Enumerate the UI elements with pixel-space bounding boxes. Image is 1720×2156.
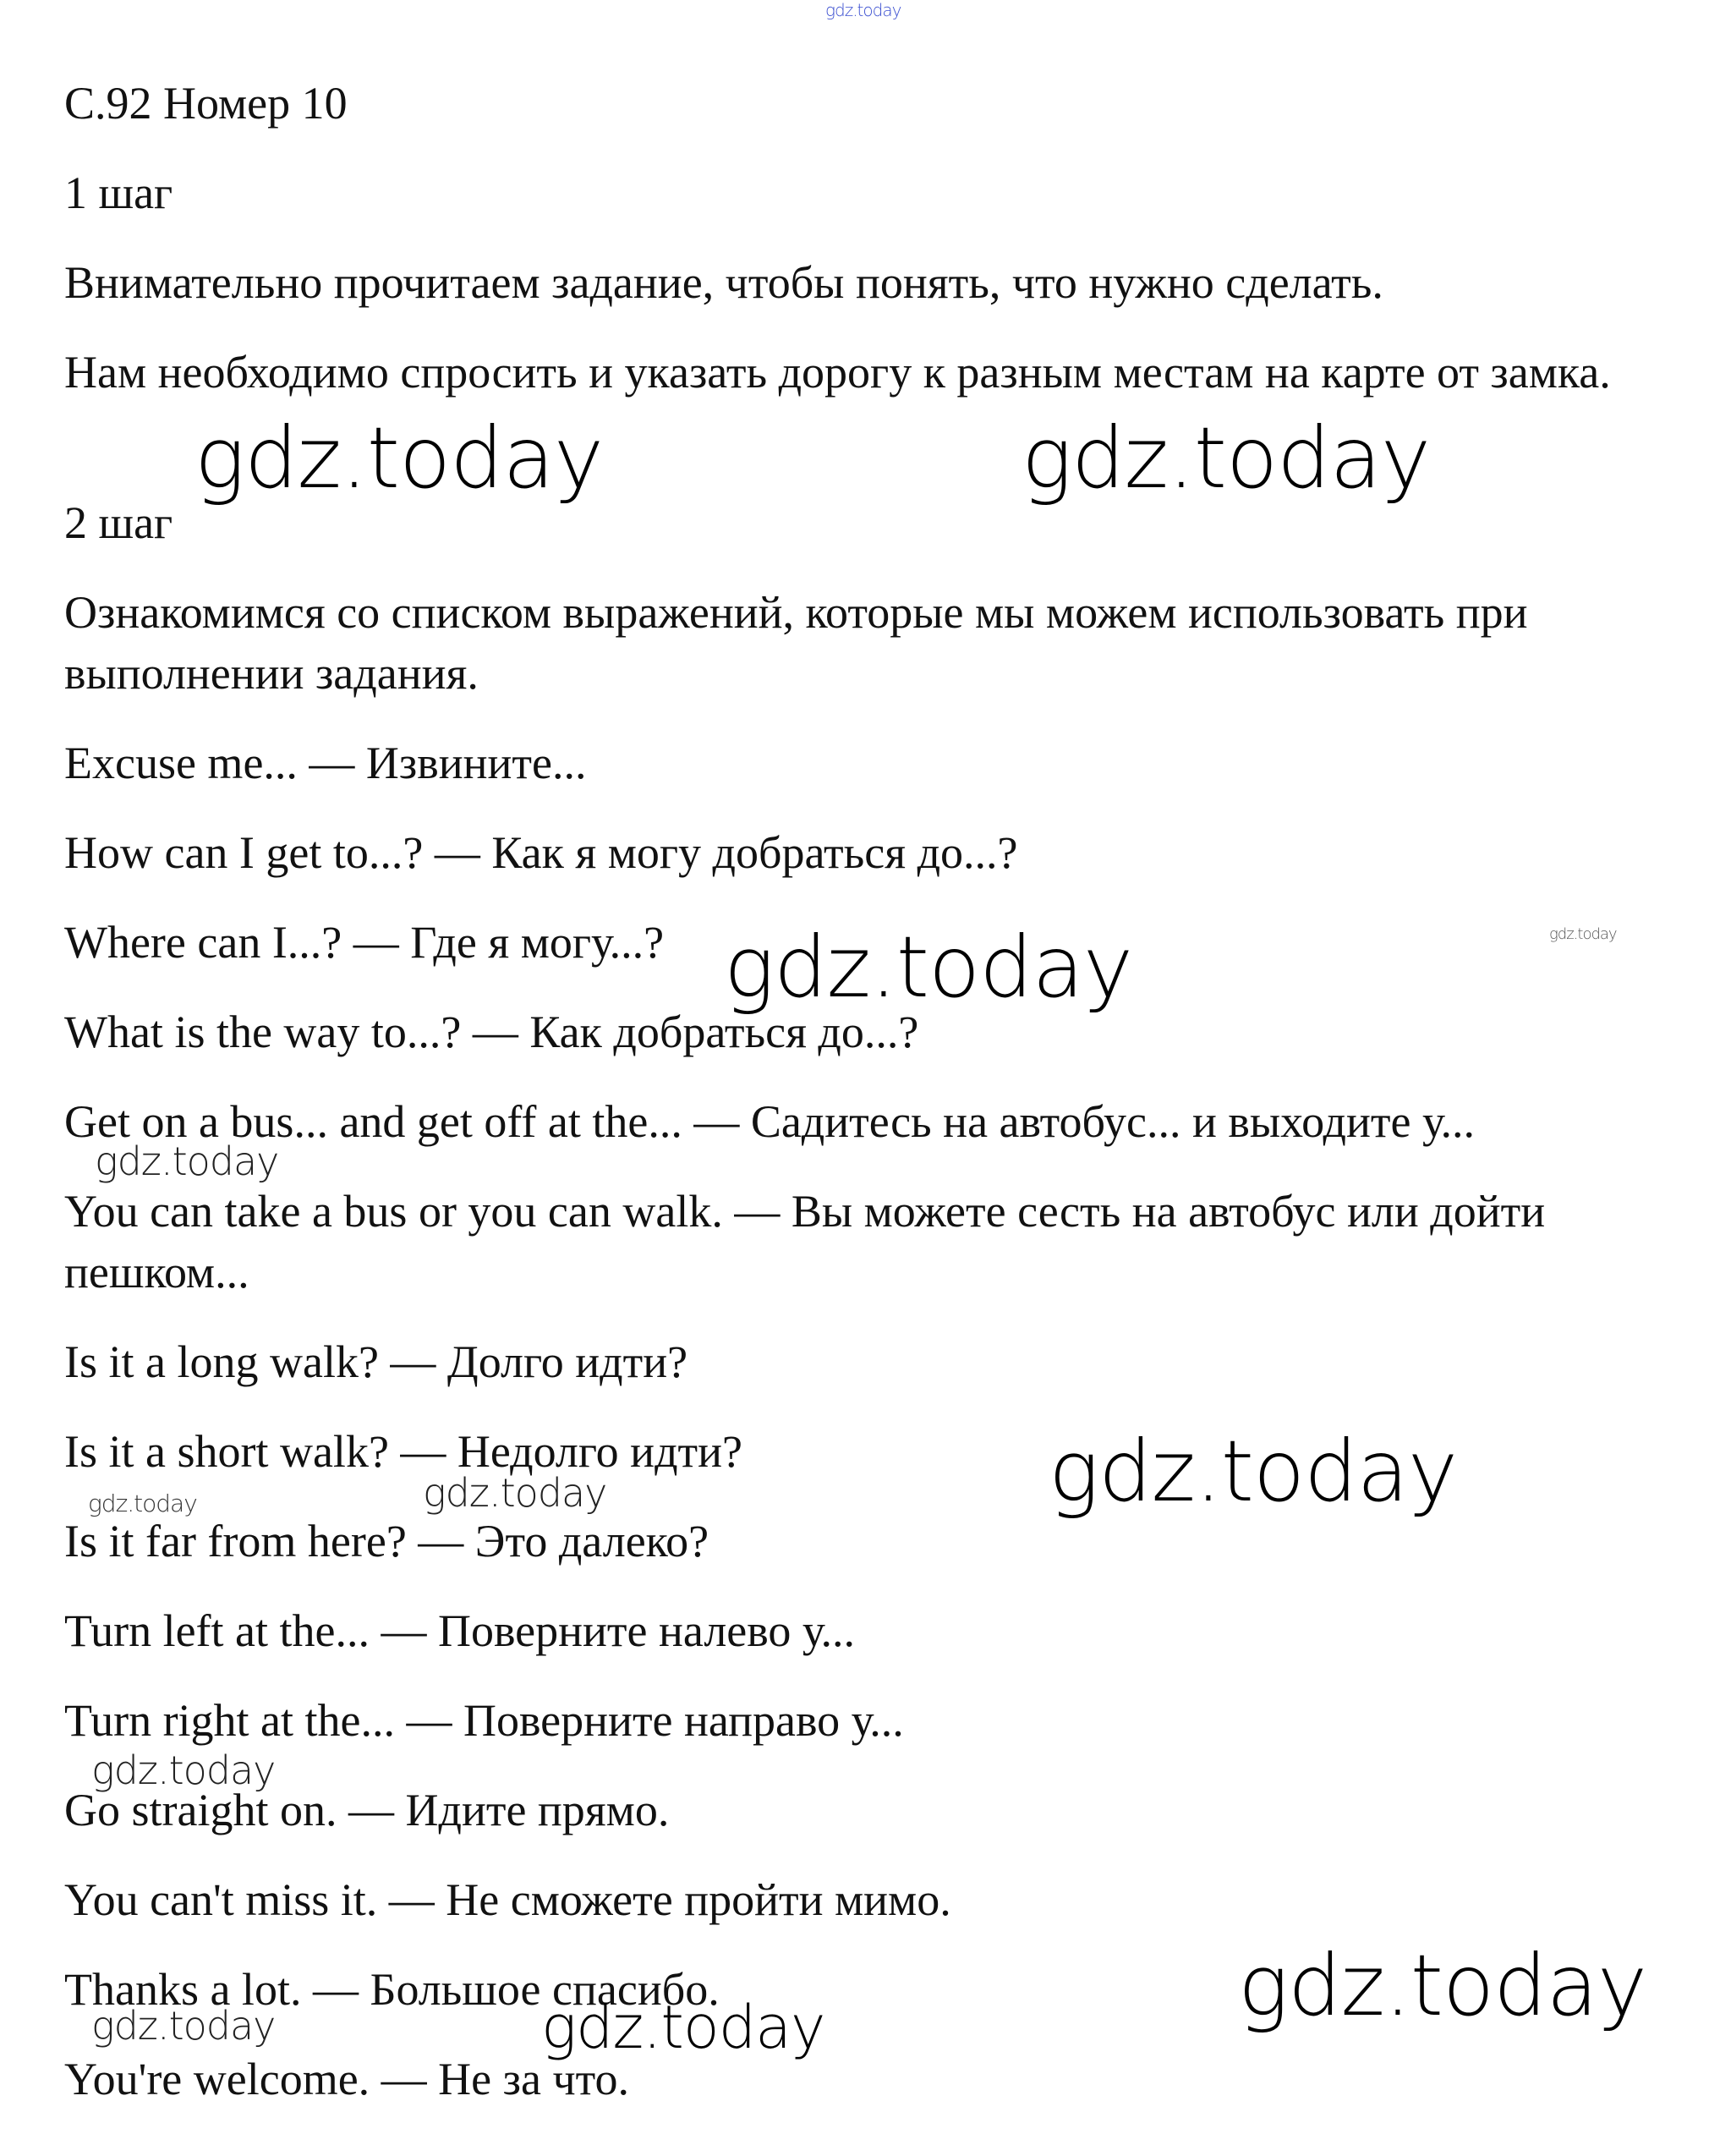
phrase-item: Is it a long walk? — Долго идти? (64, 1336, 688, 1387)
phrase-item: Is it a short walk? — Недолго идти? (64, 1426, 743, 1477)
watermark-logo: gdz.today (825, 0, 901, 20)
step-1-label: 1 шаг (64, 167, 173, 218)
phrase-item: You're welcome. — Не за что. (64, 2054, 629, 2104)
phrase-item: Thanks a lot. — Большое спасибо. (64, 1964, 720, 2015)
step-1-paragraph-1: Внимательно прочитаем задание, чтобы понять, что нужно сделать. (64, 257, 1383, 308)
watermark-logo: gdz.today (423, 1470, 607, 1516)
watermark-logo: gdz.today (724, 918, 1133, 1017)
phrase-item: Turn left at the... — Поверните налево у... (64, 1605, 855, 1656)
watermark-logo: gdz.today (95, 1138, 279, 1184)
phrase-item: Where can I...? — Где я могу...? (64, 917, 665, 968)
step-1-paragraph-2: Нам необходимо спросить и указать дорогу к разным местам на карте от замка. (64, 347, 1611, 398)
watermark-logo: gdz.today (1049, 1422, 1458, 1521)
phrase-item: Is it far from here? — Это далеко? (64, 1516, 709, 1566)
watermark-logo: gdz.today (1238, 1936, 1647, 2035)
phrase-item: Turn right at the... — Поверните направо у... (64, 1695, 904, 1746)
phrase-item: You can take a bus or you can walk. — Вы можете сесть на автобус или дойти пешком... (64, 1186, 1546, 1297)
watermark-logo: gdz.today (194, 409, 604, 507)
phrase-item: Go straight on. — Идите прямо. (64, 1785, 670, 1835)
watermark-logo: gdz.today (541, 1993, 825, 2062)
step-2-label: 2 шаг (64, 497, 173, 548)
step-2-paragraph-1: Ознакомимся со списком выражений, которые мы можем использовать при выполнении задания. (64, 587, 1528, 699)
page-title: С.92 Номер 10 (64, 78, 348, 129)
phrase-item: Get on a bus... and get off at the... — Садитесь на автобус... и выходите у... (64, 1096, 1476, 1147)
phrase-item: You can't miss it. — Не сможете пройти мимо. (64, 1874, 951, 1925)
watermark-logo: gdz.today (1549, 925, 1617, 943)
watermark-logo: gdz.today (1022, 409, 1431, 507)
watermark-logo: gdz.today (91, 1747, 276, 1793)
phrase-item: How can I get to...? — Как я могу добраться до...? (64, 827, 1018, 878)
phrase-item: What is the way to...? — Как добраться до...? (64, 1007, 919, 1057)
phrase-item: Excuse me... — Извините... (64, 738, 587, 788)
watermark-logo: gdz.today (88, 1489, 197, 1517)
watermark-logo: gdz.today (91, 2003, 276, 2049)
